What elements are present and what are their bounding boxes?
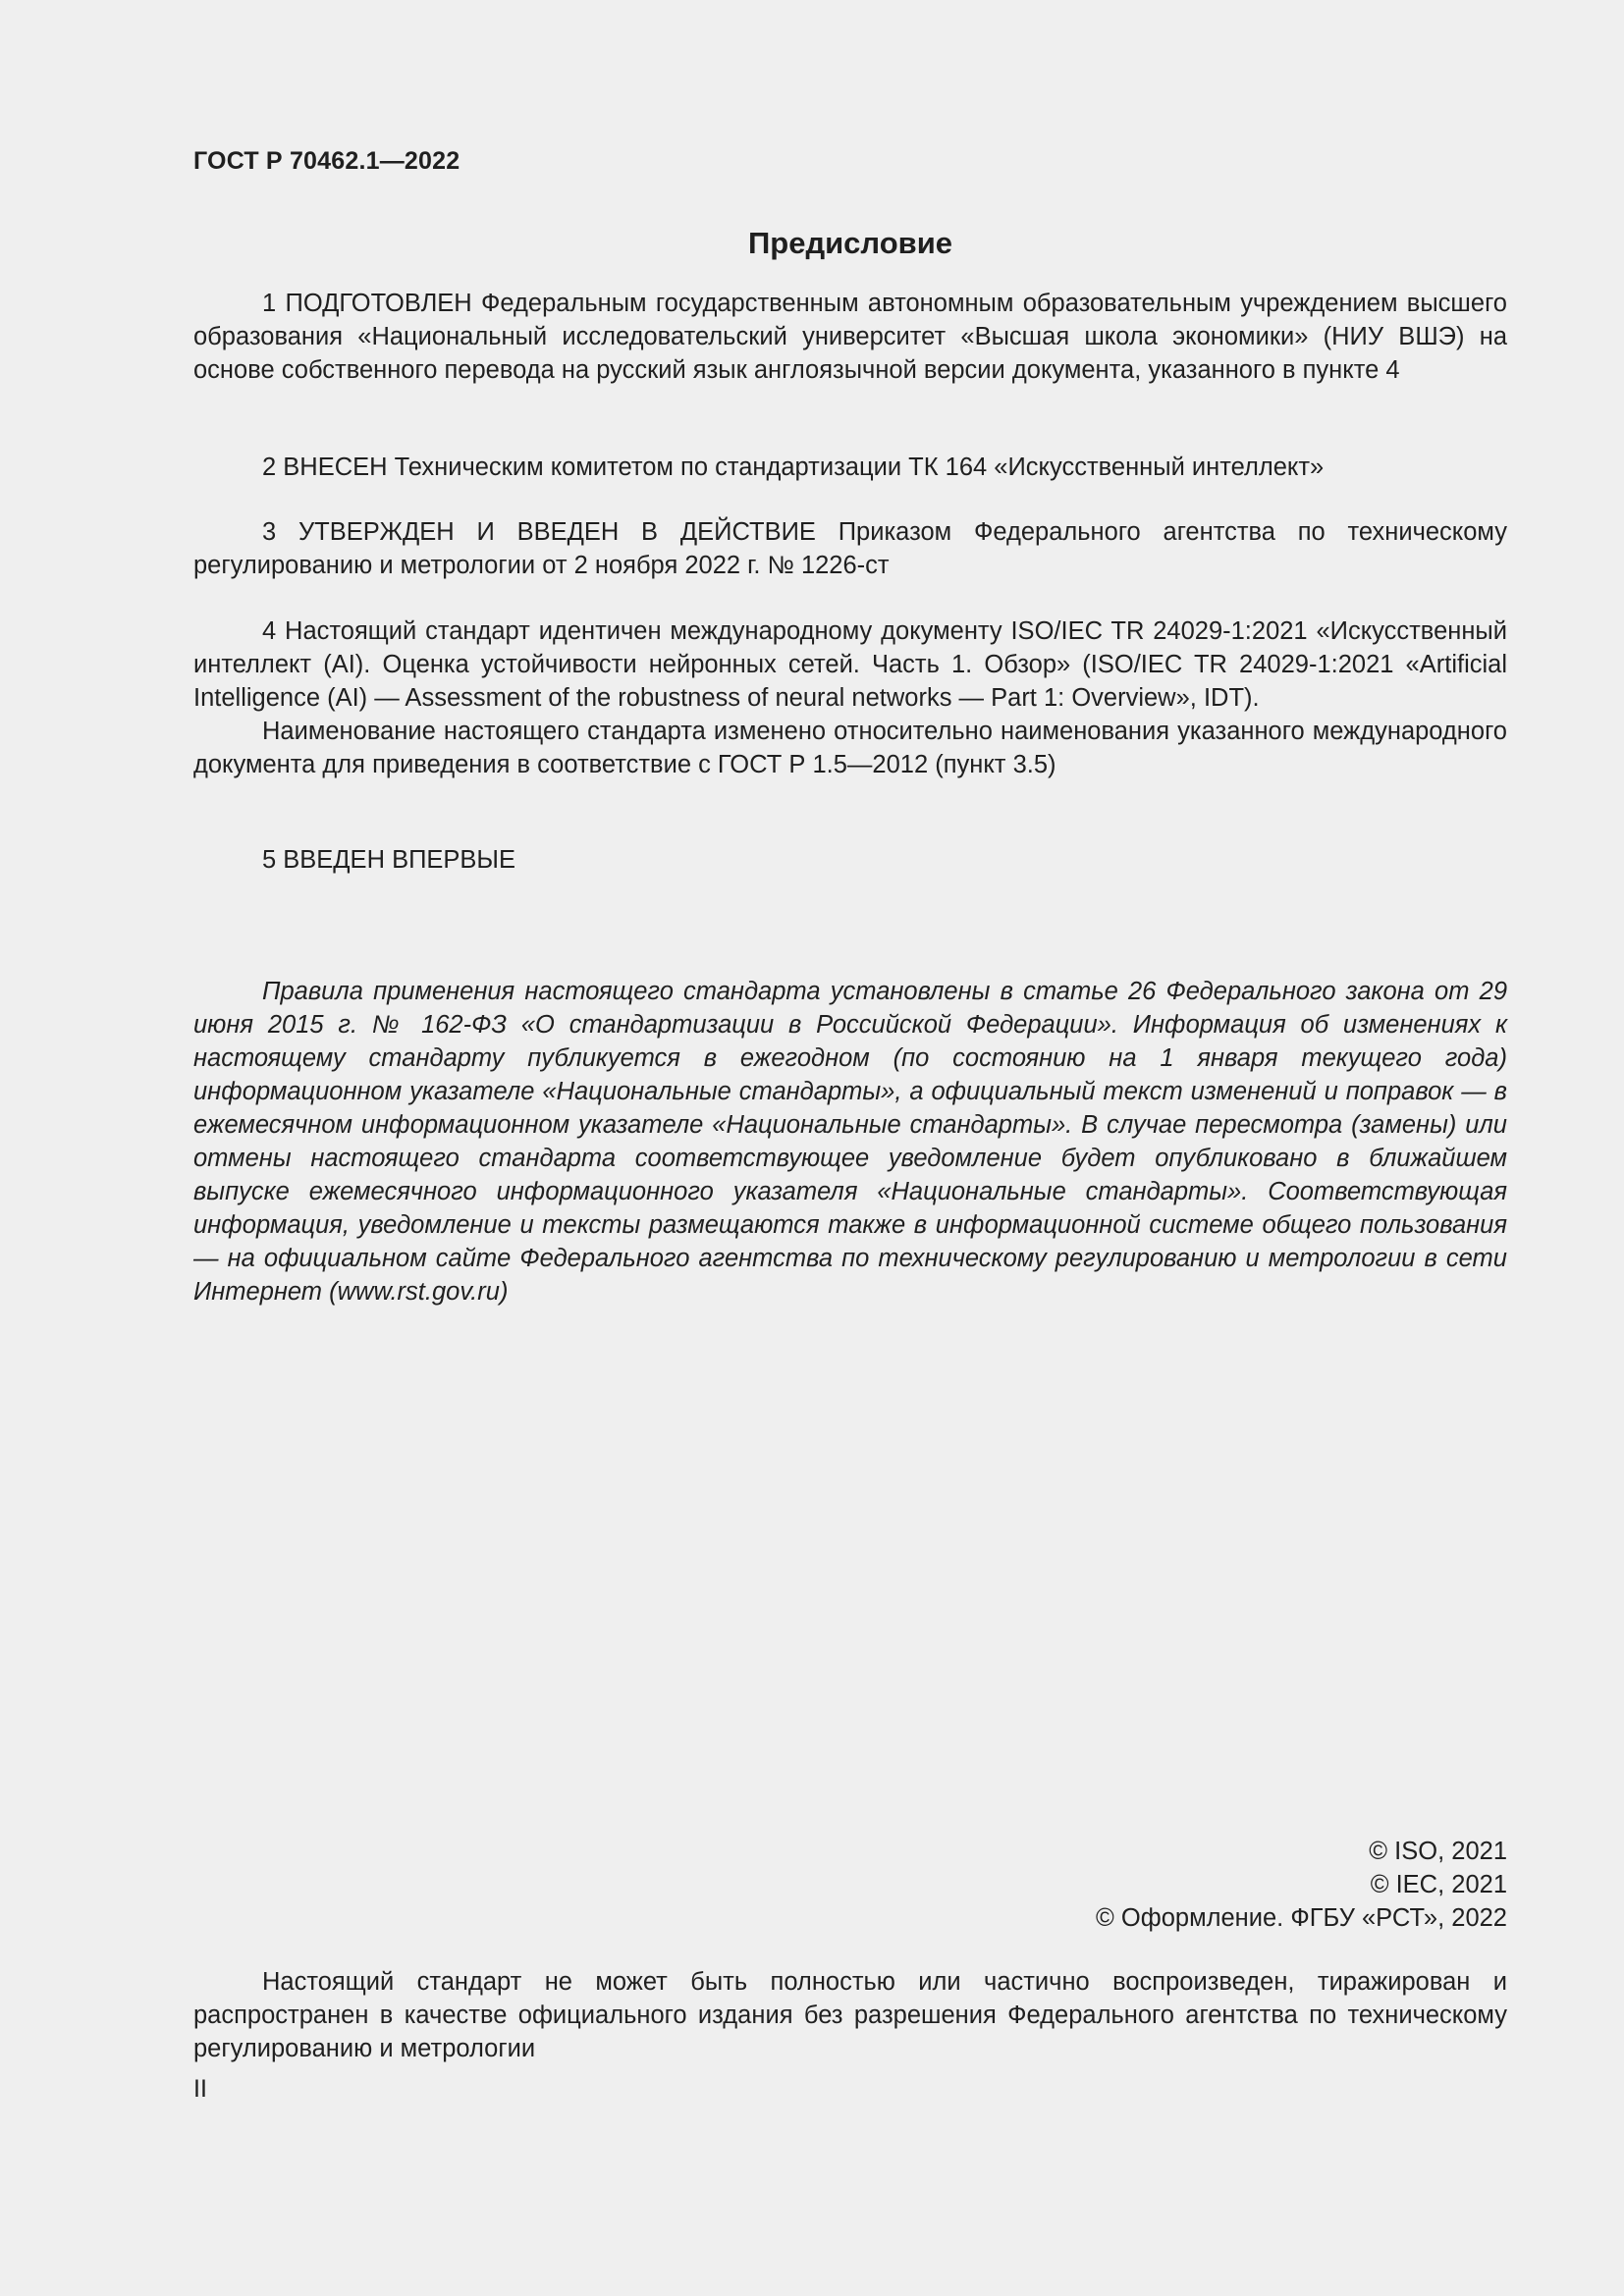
reproduction-notice-text: Настоящий стандарт не может быть полностью или частично воспроизведен, тиражирован и распространен в качестве официального издания без разрешения Федерального агентства по техническому регулированию и метрологии [193, 1968, 1507, 2062]
foreword-item-5-text: 5 ВВЕДЕН ВПЕРВЫЕ [262, 846, 516, 874]
foreword-item-4-note: Наименование настоящего стандарта изменено относительно наименования указанного международного документа для приведения в соответствие с ГОСТ Р 1.5—2012 (пункт 3.5) [193, 718, 1507, 778]
foreword-item-1-text: 1 ПОДГОТОВЛЕН Федеральным государственным автономным образовательным учреждением высшего образования «Национальный исследовательский университет «Высшая школа экономики» (НИУ ВШЭ) на основе собственного перевода на русский язык англоязычной версии документа, указанного в пункте 4 [193, 290, 1507, 384]
foreword-item-2 [193, 451, 1507, 484]
copyright-block [1096, 1835, 1507, 1935]
foreword-item-1 [193, 287, 1507, 387]
page-title: Предисловие [747, 226, 952, 260]
foreword-item-4-text: 4 Настоящий стандарт идентичен международному документу ISO/IEC TR 24029-1:2021 «Искусственный интеллект (AI). Оценка устойчивости нейронных сетей. Часть 1. Обзор» (ISO/IEC TR 24029-1:2021 «Artificial Intelligence (AI) — Assessment of the robustness of neural networks — Part 1: Overview», IDT). [193, 617, 1507, 712]
page-number: II [193, 2075, 207, 2103]
foreword-item-3 [193, 515, 1507, 582]
foreword-item-3-text: 3 УТВЕРЖДЕН И ВВЕДЕН В ДЕЙСТВИЕ Приказом Федерального агентства по техническому регулированию и метрологии от 2 ноября 2022 г. № 1226-ст [193, 518, 1507, 579]
copyright-iec: © IEC, 2021 [1370, 1871, 1507, 1898]
copyright-iso: © ISO, 2021 [1369, 1838, 1507, 1865]
rules-notice [193, 975, 1507, 1308]
rules-notice-text: Правила применения настоящего стандарта установлены в статье 26 Федерального закона от 29 июня 2015 г. № 162-ФЗ «О стандартизации в Российской Федерации». Информация об изменениях к настоящему стандарту публикуется в ежегодном (по состоянию на 1 января текущего года) информационном указателе «Национальные стандарты», а официальный текст изменений и поправок — в ежемесячном информационном указателе «Национальные стандарты». В случае пересмотра (замены) или отмены настоящего стандарта соответствующее уведомление будет опубликовано в ближайшем выпуске ежемесячного информационного указателя «Национальные стандарты». Соответствующая информация, уведомление и тексты размещаются также в информационной системе общего пользования — на официальном сайте Федерального агентства по техническому регулированию и метрологии в сети Интернет (www.rst.gov.ru) [193, 978, 1507, 1306]
copyright-design: © Оформление. ФГБУ «РСТ», 2022 [1096, 1904, 1507, 1932]
reproduction-notice [193, 1965, 1507, 2065]
document-code: ГОСТ Р 70462.1—2022 [193, 147, 460, 175]
foreword-item-4 [193, 614, 1507, 781]
foreword-item-5 [193, 843, 1507, 877]
foreword-item-2-text: 2 ВНЕСЕН Техническим комитетом по стандартизации ТК 164 «Искусственный интеллект» [262, 454, 1325, 481]
